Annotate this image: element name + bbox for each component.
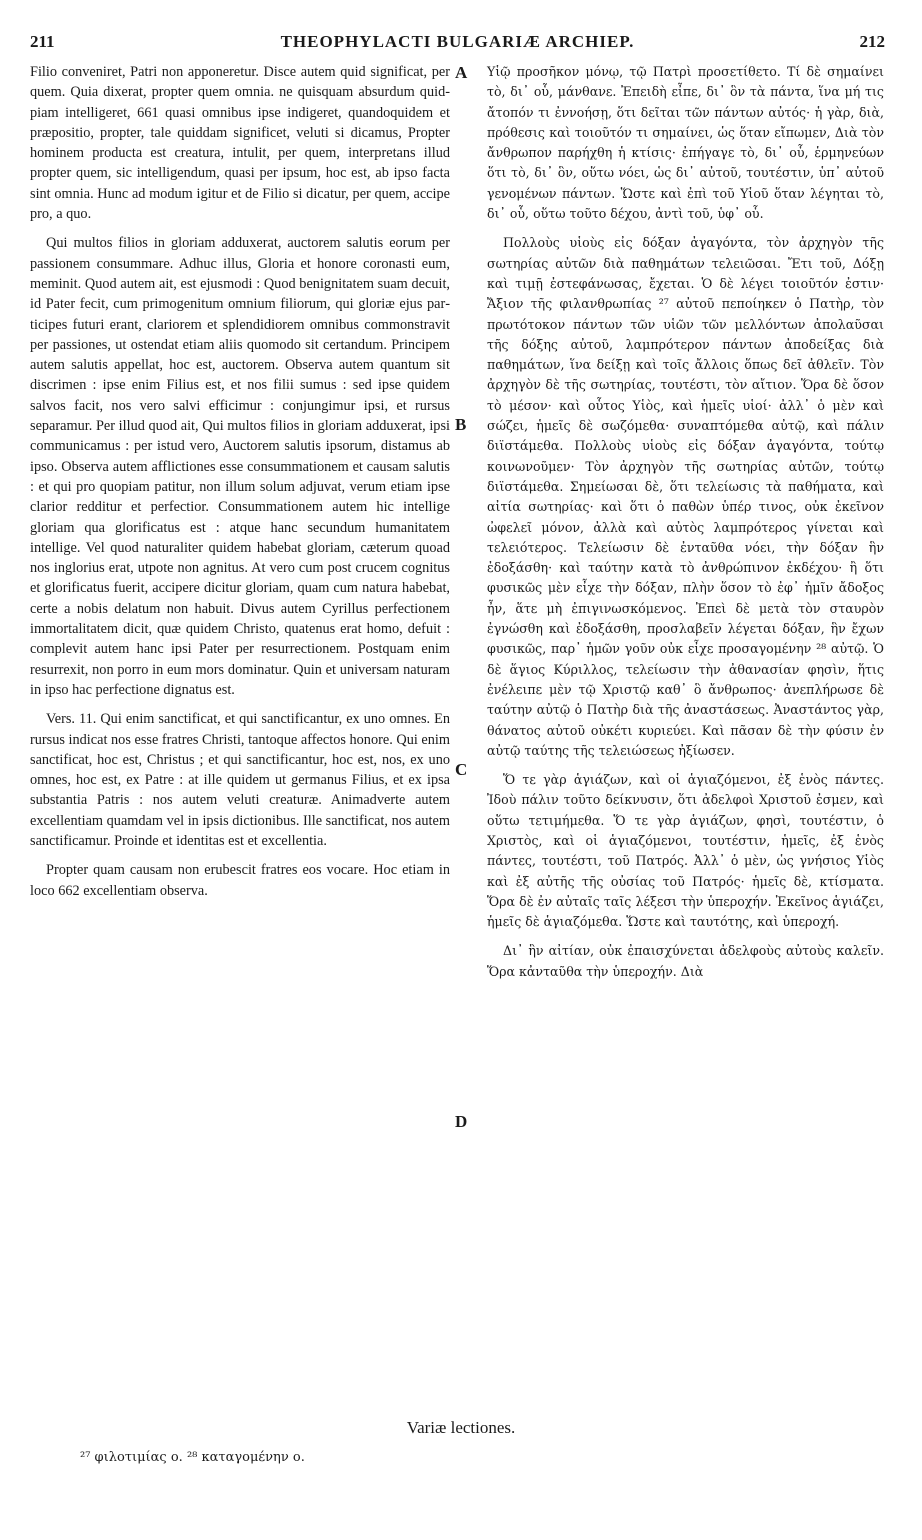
latin-paragraph-4: Propter quam causam non erubescit fratres eos vocare. Hoc etiam in loco 662 excellentiam observa. — [30, 862, 450, 899]
margin-marker-a: A — [455, 63, 468, 82]
latin-column — [30, 62, 450, 910]
margin-marker-d: D — [455, 1112, 468, 1131]
variant-footnotes: ²⁷ φιλοτιμίας ο. ²⁸ καταγομένην ο. — [80, 1450, 305, 1465]
latin-paragraph-1: Filio conveniret, Patri non apponeretur. Disce autem quid significat, per quem. Quia dixerat, propter quem omnia. ne quisquam absurdum quidpiam intelligeret, 661 quasi omnibus ipse indigeret, quandoquidem et præpositio, propter, tale quiddam significet, veluti si dicamus, Propter hominem producta est creatura, intulit, per quem, interpretans illud propter quem, sic intelligendum, quasi per ipsum, hoc est, ab ipso facta sint omnia. Hunc ad modum igitur et de Filio si dicatur, per quem, accipe pro, a quo. — [30, 64, 450, 223]
latin-paragraph-3: Vers. 11. Qui enim sanctificat, et qui sanctificantur, ex uno omnes. En rursus indicat nos esse fratres Christi, tantoque affectos honore. Qui enim sanctificat, hoc est, Christus ; et qui sanctificantur, hoc est, nos, ex uno omnes, hoc est, ex Patre : at ille quidem ut germanus Filius, et ex ipsa substantia Patris : nos autem veluti creaturæ. Animadverte autem excellentiam quamdam vel in ipsis dictionibus. Ille sanctificat, nos autem sanctificamur. Proinde et identitas est et excellentia. — [30, 711, 450, 849]
greek-column — [487, 62, 884, 991]
latin-paragraph-2: Qui multos filios in gloriam adduxerat, auctorem salutis eorum per passionem consummare. Adhuc illus, Gloria et honore coronasti eum, meminit. Quod autem ait, est ejusmodi : Quod benignitatem suam decuit, id Pater fecit, cum primogenitum omnium filiorum, qui gloriæ ejus participes futuri erant, clariorem et splendidiorem omnibus commonstravit per passiones, ut ostendat etiam aliis quomodo sit certandum. Principem autem salutis appellat, hoc est, auctorem. Observa autem quantum sit discrimen : ipse enim Filius est, et nos filii sumus : sed ipse quidem salvos facit, nos vero salvi efficimur : conjungimur ipsi, et rursus separamur. Per illud quod ait, Qui multos filios in gloriam adduxerat, ipsi communicamus : per istud vero, Auctorem salutis ipsorum, distamus ab ipso. Observa autem afflictiones esse consummationem et causam salutis : et qui pro quopiam patitur, non illum solum adjuvat, verum etiam ipse clarior redditur et perfectior. Consummationem autem hic intellige gloriam qua glorificatus est : atque hanc secundum humanitatem intellige. Vel quod naturaliter quidem habebat gloriam, cæterum quoad nos inglorius erat, utpote non agnitus. At vero cum post crucem cognitus et glorificatus fuerit, accipere dicitur gloriam, quam cum natura habebat, certe a nobis delatum non habuit. Divus autem Cyrillus perfectionem immortalitatem dicit, quæ quidem Christo, quatenus erat homo, defuit : complevit autem hanc ipsi Pater per resurrectionem. Postquam enim resurrexit, non porro in eum mors dominatur. Quin et universam naturam in ipso hac perfectione dignatus est. — [30, 235, 450, 698]
margin-marker-b: B — [455, 415, 467, 434]
greek-paragraph-1: Υἱῷ προσῆκον μόνῳ, τῷ Πατρὶ προσετίθετο. Τί δὲ σημαίνει τὸ, δι᾽ οὗ, μάνθανε. Ἐπειδὴ εἶπε, δι᾽ ὃν τὰ πάντα, ἵνα μή τις ἄτοπόν τι ἐννοήσῃ, ὅτι δεῖται τῶν πάντων αὐτός· ἡ γὰρ, διὰ, πρόθεσις καὶ τοιοῦτόν τι σημαίνει, ὡς ὅταν εἴπωμεν, Διὰ τὸν ἄνθρωπον παρήχθη ἡ κτίσις· ἐπήγαγε τὸ, δι᾽ οὗ, ἑρμηνεύων ὅτι τὸ, δι᾽ ὃν, οὕτω νόει, ὡς δι᾽ αὐτοῦ, τουτέστιν, ὑπ᾽ αὐτοῦ γενομένων πάντων. Ὥστε καὶ ἐπὶ τοῦ Υἱοῦ ὅταν λέγηται τὸ, δι᾽ οὗ, οὕτω τοῦτο δέχου, ἀντὶ τοῦ, ὑφ᾽ οὗ. — [487, 64, 884, 222]
greek-paragraph-4: Δι᾽ ἣν αἰτίαν, οὐκ ἐπαισχύνεται ἀδελφοὺς αὐτοὺς καλεῖν. Ὅρα κἀνταῦθα τὴν ὑπεροχήν. Διὰ — [487, 943, 884, 979]
variants-heading: Variæ lectiones. — [406, 1418, 516, 1437]
margin-marker-c: C — [455, 760, 468, 779]
greek-paragraph-3: Ὅ τε γὰρ ἁγιάζων, καὶ οἱ ἁγιαζόμενοι, ἐξ ἑνὸς πάντες. Ἰδοὺ πάλιν τοῦτο δείκνυσιν, ὅτι ἀδελφοὶ Χριστοῦ ἐσμεν, καὶ οὕτω τετιμήμεθα. Ὅ τε γὰρ ἁγιάζων, φησὶ, τουτέστιν, ὁ Χριστὸς, καὶ οἱ ἁγιαζόμενοι, τουτέστιν, ἡμεῖς, ἐξ ἑνὸς πάντες, τουτέστι, τοῦ Πατρός. Ἀλλ᾽ ὁ μὲν, ὡς γνήσιος Υἱὸς καὶ ἐξ αὐτῆς τῆς οὐσίας τοῦ Πατρός· ἡμεῖς δὲ, κτίσματα. Ὅρα δὲ ἐν αὐταῖς ταῖς λέξεσι τὴν ὑπεροχήν. Ἐκεῖνος ἁγιάζει, ἡμεῖς δὲ ἁγιαζόμεθα. Ὥστε καὶ ταυτότης, καὶ ὑπεροχή. — [487, 772, 884, 930]
greek-paragraph-2: Πολλοὺς υἱοὺς εἰς δόξαν ἀγαγόντα, τὸν ἀρχηγὸν τῆς σωτηρίας αὐτῶν διὰ παθημάτων τελειῶσαι. Ἔτι τοῦ, Δόξῃ καὶ τιμῇ ἐστεφάνωσας, ἔχεται. Ὁ δὲ λέγει τοιοῦτόν ἐστιν· Ἄξιον τῆς φιλανθρωπίας ²⁷ αὐτοῦ πεποίηκεν ὁ Πατὴρ, τὸν πρωτότοκον πάντων τῶν υἱῶν τῶν μελλόντων ἀπολαῦσαι τῆς δόξης αὐτοῦ, λαμπρότερον πάντων ἀποδείξας διὰ παθημάτων, ἵνα δείξῃ καὶ τοῖς ἄλλοις ὅπως δεῖ ἀθλεῖν. Τὸν ἀρχηγὸν δὲ τῆς σωτηρίας, τουτέστι, τὸν αἴτιον. Ὅρα δὲ ὅσον τὸ μέσον· καὶ οὗτος Υἱὸς, καὶ ἡμεῖς υἱοί· ἀλλ᾽ ὁ μὲν καὶ σώζει, ἡμεῖς δὲ σωζόμεθα· συναπτόμεθα αὐτῷ, καὶ πάλιν διϊστάμεθα. Πολλοὺς υἱοὺς εἰς δόξαν ἀγαγόντα, τούτῳ κοινωνοῦμεν· Τὸν ἀρχηγὸν τῆς σωτηρίας αὐτῶν, τούτῳ διϊστάμεθα. Σημείωσαι δὲ, ὅτι τελείωσις τὰ παθήματα, καὶ αἰτία σωτηρίας· καὶ ὅτι ὁ παθὼν ὑπέρ τινος, οὐκ ἐκεῖνον ὠφελεῖ μόνον, ἀλλὰ καὶ αὐτὸς λαμπρότερος γίνεται καὶ τελειότερος. Τελείωσιν δὲ ἐνταῦθα νόει, τὴν δόξαν ἣν ἐδοξάσθη· καὶ ταύτην κατὰ τὸ ἀνθρώπινον ἐκδέχου· ἢ ὅτι φυσικῶς μὲν εἶχε τὴν δόξαν, πλὴν ὅσον τὸ ἐφ᾽ ἡμῖν ἄδοξος ἦν, ἅτε μὴ ἐπιγινωσκόμενος. Ἐπεὶ δὲ μετὰ τὸν σταυρὸν ἐγνώσθη καὶ ἐδοξάσθη, προσλαβεῖν λέγεται δόξαν, ἣν ἔχων φυσικῶς, παρ᾽ ἡμῶν γοῦν οὐκ εἶχε προσαγομένην ²⁸ αὐτῷ. Ὁ δὲ ἅγιος Κύριλλος, τελείωσιν τὴν ἀθανασίαν φησὶν, ἥτις ἐνέλειπε μὲν τῷ Χριστῷ καθ᾽ ὃ ἄνθρωπος· ἀνεπλήρωσε δὲ ταύτην αὐτῷ ὁ Πατὴρ διὰ τῆς ἀναστάσεως. Ἀναστάντος γὰρ, θάνατος αὐτοῦ οὐκέτι κυριεύει. Καὶ πᾶσαν δὲ τὴν φύσιν ἐν αὐτῷ ταύτης τῆς τελειώσεως ἠξίωσεν. — [487, 235, 884, 758]
page-number-right: 212 — [859, 32, 885, 51]
running-title: THEOPHYLACTI BULGARIÆ ARCHIEP. — [280, 32, 635, 51]
page-header — [30, 32, 885, 56]
page-number-left: 211 — [30, 32, 55, 51]
